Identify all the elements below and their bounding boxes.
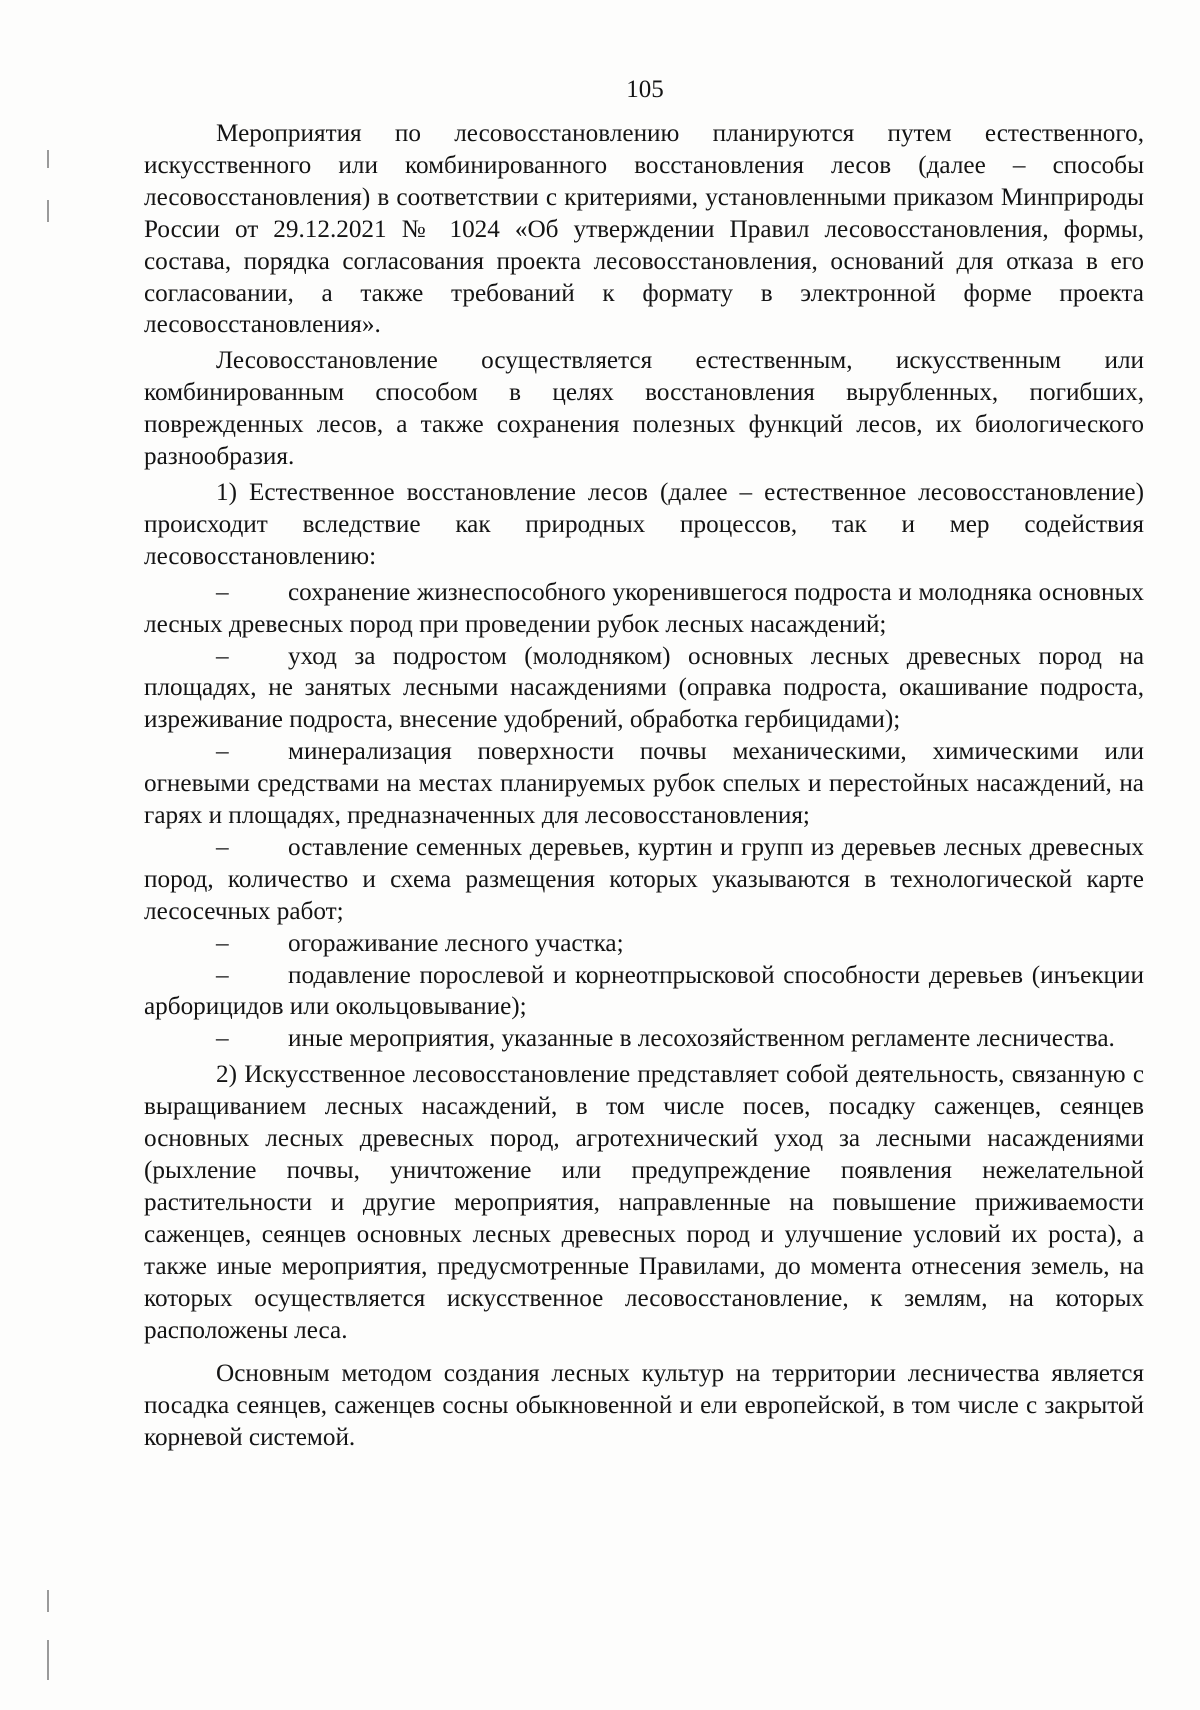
list-item (144, 928, 1144, 960)
scan-artifact-mark (47, 150, 49, 168)
paragraph-natural-reforestation: 1) Естественное восстановление лесов (далее – естественное лесовосстановление) происходит вследствие как природных процессов, так и мер содействия лесовосстановлению: (144, 478, 1144, 570)
list-item (144, 736, 1144, 832)
list-item-text: минерализация поверхности почвы механическими, химическими или огневыми средствами на местах планируемых рубок спелых и перестойных насаждений, на гарях и площадях, предназначенных для лесовосстановления; (144, 738, 1144, 830)
list-item (144, 641, 1144, 737)
scan-artifact-mark (47, 1640, 49, 1680)
paragraph-artificial-reforestation: 2) Искусственное лесовосстановление представляет собой деятельность, связанную с выращиванием лесных насаждений, в том числе посев, посадку саженцев, сеянцев основных лесных древесных пород, агротехнический уход за лесными насаждениями (рыхление почвы, уничтожение или предупреждение появления нежелательной растительности и другие мероприятия, направленные на повышение приживаемости саженцев, сеянцев основных лесных древесных пород и улучшение условий их роста), а также иные мероприятия, предусмотренные Правилами, до момента отнесения земель, на которых осуществляется искусственное лесовосстановление, к землям, на которых расположены леса. (144, 1061, 1144, 1344)
page-number: 105 (626, 76, 664, 103)
list-item (144, 1023, 1144, 1055)
list-item (144, 960, 1144, 1024)
paragraph-methods: Лесовосстановление осуществляется естественным, искусственным или комбинированным способом в целях восстановления вырубленных, погибших, поврежденных лесов, а также сохранения полезных функций лесов, их биологического разнообразия. (144, 347, 1144, 471)
list-item-text: оставление семенных деревьев, куртин и групп из деревьев лесных древесных пород, количество и схема размещения которых указываются в технологической карте лесосечных работ; (144, 833, 1144, 925)
scan-artifact-mark (47, 1590, 49, 1612)
body-text (144, 118, 1144, 1454)
paragraph-intro: Мероприятия по лесовосстановлению планируются путем естественного, искусственного или комбинированного восстановления лесов (далее – способы лесовосстановления) в соответствии с критериями, установленными приказом Минприроды России от 29.12.2021 № 1024 «Об утверждении Правил лесовосстановления, формы, состава, порядка согласования проекта лесовосстановления, оснований для отказа в его согласовании, а также требований к формату в электронной форме проекта лесовосстановления». (144, 120, 1144, 339)
list-item-text: подавление порослевой и корнеотпрысковой способности деревьев (инъекции арборицидов или окольцовывание); (144, 961, 1144, 1021)
list-dash: – (216, 833, 229, 861)
list-dash: – (216, 578, 229, 606)
list-item-text: огораживание лесного участка; (288, 929, 624, 957)
list-item-text: уход за подростом (молодняком) основных лесных древесных пород на площадях, не занятых лесными насаждениями (оправка подроста, окашивание подроста, изреживание подроста, внесение удобрений, обработка гербицидами); (144, 642, 1144, 734)
list-item (144, 577, 1144, 641)
list-dash: – (216, 961, 229, 989)
list-item-text: иные мероприятия, указанные в лесохозяйственном регламенте лесничества. (288, 1025, 1115, 1053)
list-dash: – (216, 929, 229, 957)
list-dash: – (216, 642, 229, 670)
list-dash: – (216, 1025, 229, 1053)
list-item (144, 832, 1144, 928)
paragraph-main-method: Основным методом создания лесных культур на территории лесничества является посадка сеянцев, саженцев сосны обыкновенной и ели европейской, в том числе с закрытой корневой системой. (144, 1360, 1144, 1452)
scan-artifact-mark (47, 200, 49, 222)
list-item-text: сохранение жизнеспособного укоренившегося подроста и молодняка основных лесных древесных пород при проведении рубок лесных насаждений; (144, 578, 1144, 638)
list-dash: – (216, 738, 229, 766)
